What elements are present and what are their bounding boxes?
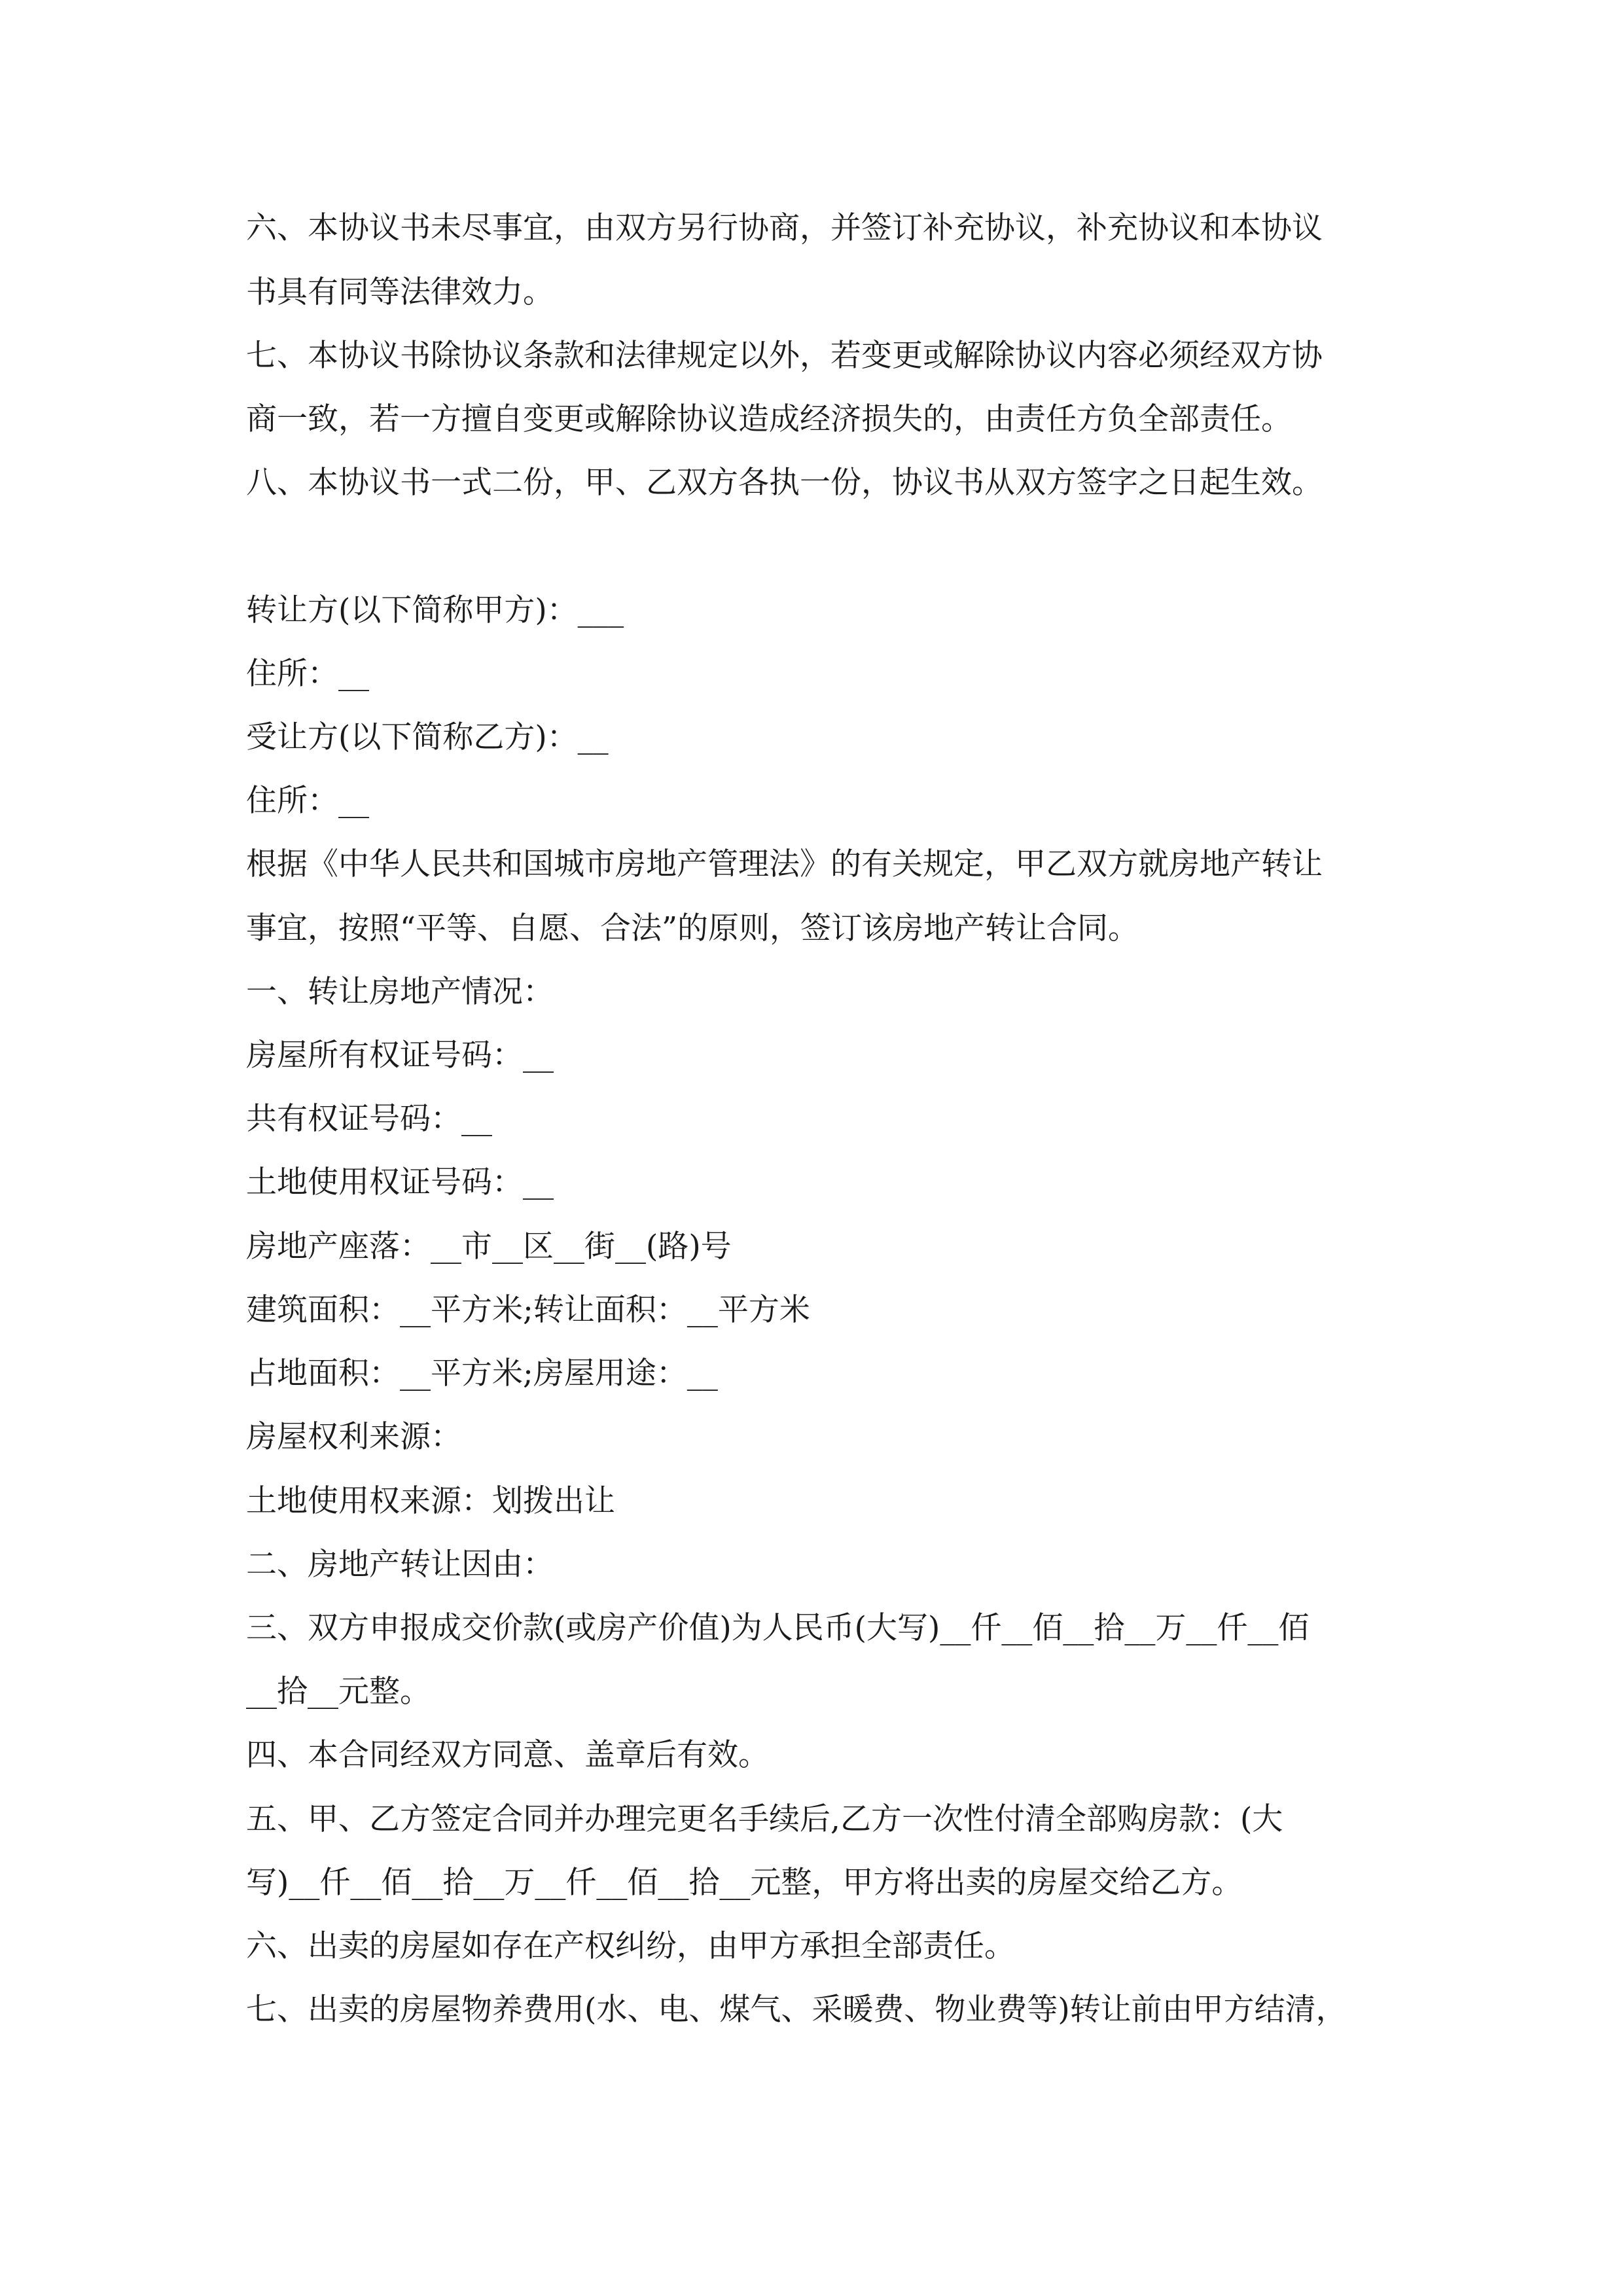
text-line: 共有权证号码：__: [246, 1101, 492, 1137]
text-line: 住所：__: [246, 783, 369, 819]
text-line: 转让方(以下简称甲方)：___: [246, 592, 624, 628]
text-line: 建筑面积：__平方米;转让面积：__平方米: [246, 1292, 810, 1328]
text-line: 写)__仟__佰__拾__万__仟__佰__拾__元整，甲方将出卖的房屋交给乙方。: [246, 1865, 1243, 1901]
text-line: 八、本协议书一式二份，甲、乙双方各执一份，协议书从双方签字之日起生效。: [246, 465, 1323, 501]
text-line: 房屋权利来源：: [246, 1419, 461, 1455]
text-line: 房屋所有权证号码：__: [246, 1037, 554, 1073]
text-line: 房地产座落：__市__区__街__(路)号: [246, 1229, 732, 1265]
text-line: 事宜，按照“平等、自愿、合法”的原则，签订该房地产转让合同。: [246, 910, 1139, 946]
text-line: 六、出卖的房屋如存在产权纠纷，由甲方承担全部责任。: [246, 1928, 1015, 1964]
text-line: 二、房地产转让因由：: [246, 1547, 554, 1583]
text-line: 商一致，若一方擅自变更或解除协议造成经济损失的，由责任方负全部责任。: [246, 401, 1292, 437]
text-line: 根据《中华人民共和国城市房地产管理法》的有关规定，甲乙双方就房地产转让: [246, 846, 1323, 882]
text-line: 土地使用权来源：划拨出让: [246, 1483, 615, 1519]
text-line: 四、本合同经双方同意、盖章后有效。: [246, 1737, 769, 1773]
text-line: 七、本协议书除协议条款和法律规定以外，若变更或解除协议内容必须经双方协: [246, 338, 1323, 374]
text-line: 六、本协议书未尽事宜，由双方另行协商，并签订补充协议，补充协议和本协议: [246, 210, 1323, 246]
text-line: 占地面积：__平方米;房屋用途：__: [246, 1355, 718, 1391]
text-line: 住所：__: [246, 656, 369, 692]
text-line: __拾__元整。: [246, 1674, 431, 1710]
text-line: 七、出卖的房屋物养费用(水、电、煤气、采暖费、物业费等)转让前由甲方结清，: [246, 1992, 1347, 2028]
text-line: 五、甲、乙方签定合同并办理完更名手续后,乙方一次性付清全部购房款：(大: [246, 1801, 1283, 1837]
text-line: 三、双方申报成交价款(或房产价值)为人民币(大写)__仟__佰__拾__万__仟__佰: [246, 1610, 1310, 1646]
text-line: 受让方(以下简称乙方)：__: [246, 719, 609, 755]
text-line: 一、转让房地产情况：: [246, 974, 554, 1010]
text-line: 书具有同等法律效力。: [246, 274, 554, 310]
text-line: 土地使用权证号码：__: [246, 1164, 554, 1200]
